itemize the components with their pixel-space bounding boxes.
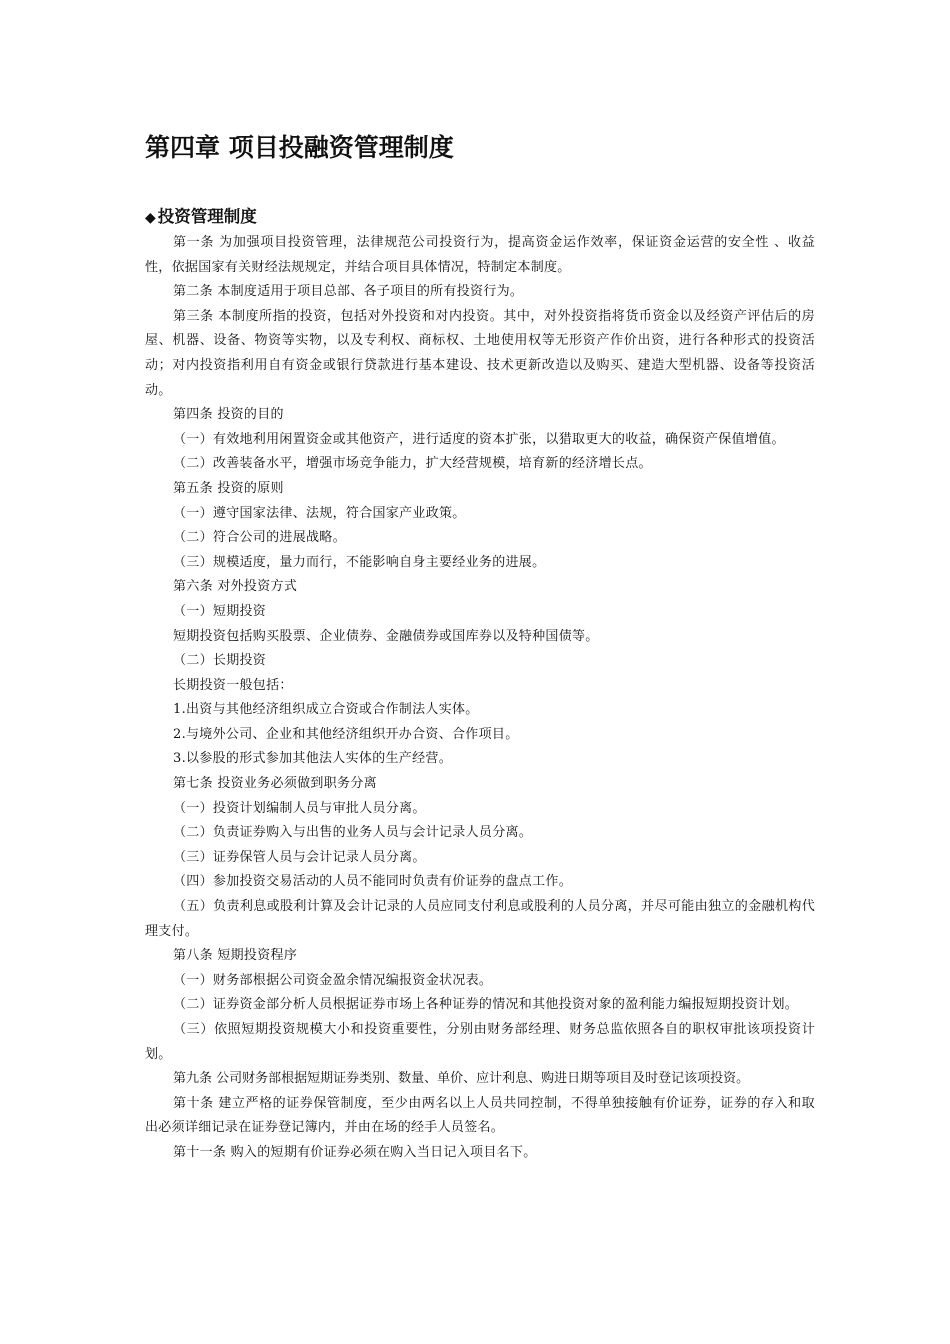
article-paragraph: 1.出资与其他经济组织成立合资或合作制法人实体。 (173, 702, 479, 718)
article-paragraph: 第八条 短期投资程序 (173, 948, 298, 964)
article-paragraph: （二）改善装备水平，增强市场竞争能力，扩大经营规模，培育新的经济增长点。 (173, 456, 652, 472)
article-paragraph: （一）遵守国家法律、法规，符合国家产业政策。 (173, 505, 466, 521)
article-paragraph: 2.与境外公司、企业和其他经济组织开办合资、合作项目。 (173, 726, 519, 742)
article-paragraph: （三）证券保管人员与会计记录人员分离。 (173, 849, 426, 865)
article-paragraph: （二）长期投资 (173, 653, 267, 669)
article-paragraph: （三）规模适度，量力而行，不能影响自身主要经业务的进展。 (173, 554, 546, 570)
chapter-title: 第四章 项目投融资管理制度 (145, 133, 454, 162)
article-paragraph: 第十一条 购入的短期有价证券必须在购入当日记入项目名下。 (173, 1144, 537, 1160)
article-paragraph: （四）参加投资交易活动的人员不能同时负责有价证券的盘点工作。 (173, 874, 573, 890)
article-paragraph: 第五条 投资的原则 (173, 480, 284, 496)
article-paragraph: （三）依照短期投资规模大小和投资重要性，分别由财务部经理、财务总监依照各自的职权审批该项投资计划。 (145, 1022, 815, 1062)
article-paragraph: 第四条 投资的目的 (173, 407, 284, 423)
article-paragraph: （二）负责证券购入与出售的业务人员与会计记录人员分离。 (173, 825, 533, 841)
article-paragraph: （一）短期投资 (173, 603, 267, 619)
article-paragraph: （二）符合公司的进展战略。 (173, 530, 346, 546)
article-paragraph: 第三条 本制度所指的投资，包括对外投资和对内投资。其中，对外投资指将货币资金以及经资产评估后的房屋、机器、设备、物资等实物，以及专利权、商标权、土地使用权等无形资产作价出资，进行各种形式的投资活动；对内投资指利用自有资金或银行贷款进行基本建设、技术更新改造以及购买、建造大型机器、设备等投资活动。 (145, 308, 815, 398)
article-paragraph: （二）证券资金部分析人员根据证券市场上各种证券的情况和其他投资对象的盈利能力编报短期投资计划。 (173, 997, 799, 1013)
article-paragraph: 第九条 公司财务部根据短期证券类别、数量、单价、应计利息、购进日期等项目及时登记该项投资。 (173, 1071, 750, 1087)
article-paragraph: 第一条 为加强项目投资管理，法律规范公司投资行为，提高资金运作效率，保证资金运营的安全性 、收益性，依据国家有关财经法规规定，并结合项目具体情况，特制定本制度。 (145, 235, 815, 275)
article-paragraph: （一）投资计划编制人员与审批人员分离。 (173, 800, 426, 816)
article-paragraph: 3.以参股的形式参加其他法人实体的生产经营。 (173, 751, 453, 767)
article-paragraph: 第二条 本制度适用于项目总部、各子项目的所有投资行为。 (173, 284, 524, 300)
article-paragraph: 长期投资一般包括： (173, 677, 293, 693)
article-paragraph: （一）财务部根据公司资金盈余情况编报资金状况表。 (173, 972, 493, 988)
diamond-bullet-icon: ◆ (145, 210, 156, 226)
article-paragraph: 第六条 对外投资方式 (173, 579, 298, 595)
document-page (145, 130, 815, 1166)
article-paragraph: （五）负责利息或股利计算及会计记录的人员应同支付利息或股利的人员分离，并尽可能由独立的金融机构代理支付。 (145, 899, 815, 939)
article-paragraph: 第十条 建立严格的证券保管制度，至少由两名以上人员共同控制，不得单独接触有价证券，证券的存入和取出必须详细记录在证券登记簿内，并由在场的经手人员签名。 (145, 1095, 815, 1136)
section-heading-text: 投资管理制度 (157, 207, 257, 226)
article-paragraph: 短期投资包括购买股票、企业债券、金融债券或国库券以及特种国债等。 (173, 628, 599, 644)
article-paragraph: （一）有效地利用闲置资金或其他资产，进行适度的资本扩张，以猎取更大的收益，确保资产保值增值。 (173, 431, 785, 447)
section-heading (145, 204, 815, 231)
article-paragraph: 第七条 投资业务必须做到职务分离 (173, 776, 377, 792)
